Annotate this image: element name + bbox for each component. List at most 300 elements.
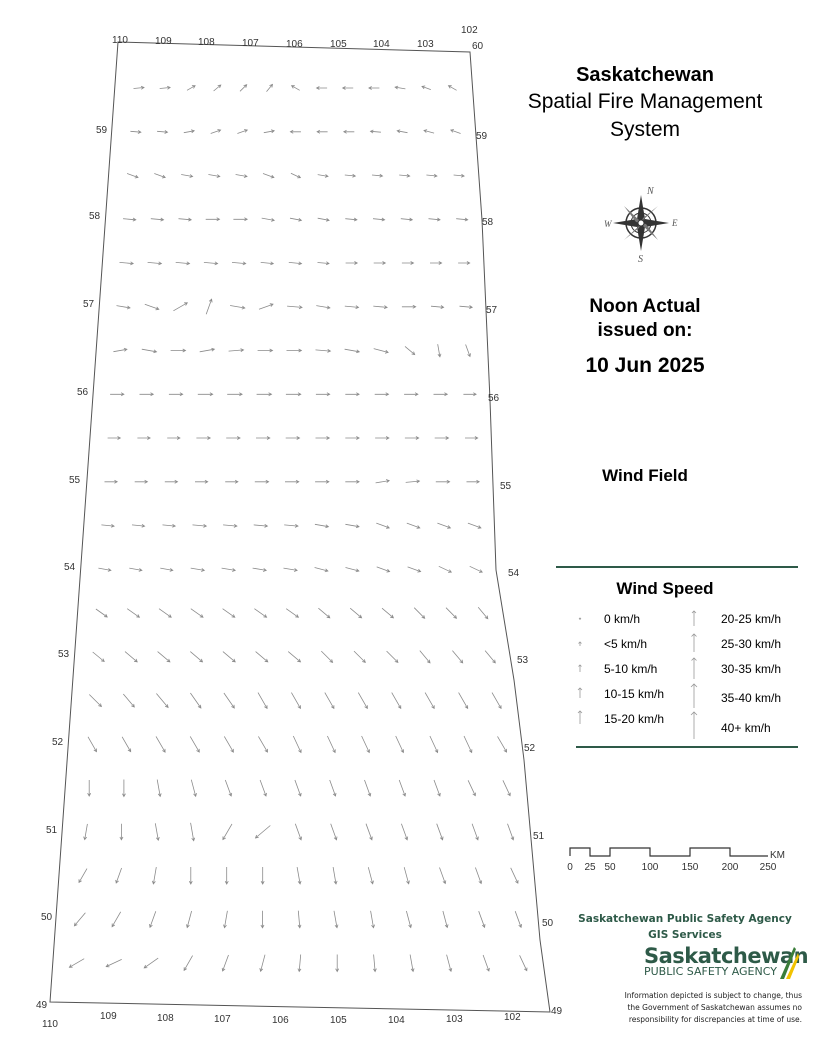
bottom-longitude-label: 104 <box>388 1015 405 1026</box>
issued-label: issued on: <box>597 320 693 341</box>
wind-arrow-icon <box>264 130 274 133</box>
top-longitude-label: 106 <box>286 39 303 50</box>
wind-arrow-icon <box>435 437 449 440</box>
wind-arrow-icon <box>345 524 359 527</box>
wind-arrow-icon <box>465 437 478 440</box>
wind-arrow-icon <box>145 304 159 310</box>
wind-arrow-icon <box>375 437 389 440</box>
wind-arrow-icon <box>439 566 452 572</box>
wind-arrow-icon <box>508 824 514 840</box>
wind-arrow-icon <box>346 262 358 265</box>
bottom-longitude-label: 107 <box>214 1014 231 1025</box>
top-longitude-label: 104 <box>373 39 390 50</box>
title-province: Saskatchewan <box>576 64 714 86</box>
wind-arrow-icon <box>150 911 156 927</box>
compass-rose-icon <box>596 185 686 265</box>
wind-arrow-icon <box>316 349 331 352</box>
wind-arrow-icon <box>179 218 192 221</box>
wind-arrow-icon <box>291 173 301 178</box>
wind-arrow-icon <box>206 299 212 314</box>
wind-arrow-icon <box>195 480 208 483</box>
wind-arrow-icon <box>122 737 131 752</box>
legend-title: Wind Speed <box>616 579 714 598</box>
wind-arrow-icon <box>284 524 298 527</box>
wind-arrow-icon <box>368 867 373 884</box>
right-latitude-label: 60 <box>472 41 484 52</box>
wind-arrow-icon <box>331 824 337 840</box>
right-latitude-label: 56 <box>488 393 500 404</box>
wind-arrow-icon <box>460 306 473 309</box>
wind-arrow-icon <box>261 911 264 928</box>
scale-tick: 0 <box>567 862 573 873</box>
wind-arrow-icon <box>424 130 434 134</box>
wind-arrow-icon <box>181 175 192 178</box>
wind-arrow-icon <box>74 913 85 926</box>
wind-arrow-icon <box>430 736 438 753</box>
wind-arrow-icon <box>422 86 431 90</box>
wind-arrow-icon <box>226 437 240 440</box>
wind-arrow-icon <box>211 130 221 134</box>
wind-arrow-icon <box>230 306 245 310</box>
left-latitude-label: 52 <box>52 737 64 748</box>
scale-tick: 150 <box>681 862 699 873</box>
wind-arrow-icon <box>503 780 510 795</box>
wind-arrow-icon <box>375 393 389 396</box>
wind-arrow-icon <box>298 955 301 972</box>
wind-arrow-icon <box>157 780 161 797</box>
top-longitude-label: 102 <box>461 25 478 36</box>
wind-arrow-icon <box>110 393 124 396</box>
wind-arrow-icon <box>108 437 121 440</box>
bottom-longitude-label: 105 <box>330 1015 347 1026</box>
wind-arrow-icon <box>458 262 470 265</box>
issued-date: 10 Jun 2025 <box>585 354 705 377</box>
wind-vectors <box>69 84 527 971</box>
left-latitude-label: 56 <box>77 387 89 398</box>
wind-arrow-icon <box>408 567 421 572</box>
left-latitude-label: 54 <box>64 562 76 573</box>
wind-arrow-icon <box>402 305 416 308</box>
wind-arrow-icon <box>261 867 264 884</box>
wind-arrow-icon <box>84 824 88 840</box>
legend-label: 35-40 km/h <box>721 691 782 705</box>
wind-arrow-icon <box>468 523 481 528</box>
wind-arrow-icon <box>88 780 91 796</box>
scale-tick: 200 <box>721 862 739 873</box>
right-latitude-label: 50 <box>542 918 554 929</box>
wind-arrow-icon <box>259 304 273 310</box>
wind-arrow-icon <box>123 694 134 707</box>
wind-arrow-icon <box>225 480 238 483</box>
wind-arrow-icon <box>222 955 228 971</box>
wind-arrow-icon <box>286 437 300 440</box>
legend-bottom-rule <box>576 746 798 748</box>
wind-arrow-icon <box>334 911 338 928</box>
wind-arrow-icon <box>354 651 365 662</box>
wind-arrow-icon <box>429 218 441 221</box>
wind-arrow-icon <box>123 218 136 221</box>
wind-arrow-icon <box>225 867 228 884</box>
wind-arrow-icon <box>325 693 334 709</box>
wind-arrow-icon <box>437 824 443 840</box>
bottom-longitude-label: 102 <box>504 1012 521 1023</box>
wind-arrow-icon <box>396 736 404 753</box>
left-latitude-label: 57 <box>83 299 95 310</box>
wind-arrow-icon <box>151 218 164 221</box>
wind-arrow-icon <box>315 524 329 527</box>
wind-arrow-icon <box>318 262 330 265</box>
wind-arrow-icon <box>191 780 196 797</box>
wind-arrow-icon <box>232 262 246 265</box>
wind-arrow-icon <box>191 568 205 571</box>
top-longitude-label: 109 <box>155 36 172 47</box>
wind-arrow-icon <box>377 567 390 572</box>
wind-arrow-icon <box>120 824 123 840</box>
wind-arrow-icon <box>315 480 329 483</box>
compass-west-label: W <box>604 219 612 229</box>
wind-arrow-icon <box>478 607 488 618</box>
wind-arrow-icon <box>434 780 440 796</box>
wind-arrow-icon <box>440 868 446 884</box>
wind-arrow-icon <box>267 84 273 91</box>
scale-bar <box>562 842 792 876</box>
compass-north-label: N <box>647 186 654 197</box>
disclaimer <box>590 990 802 1026</box>
wind-arrow-icon <box>346 568 359 572</box>
wind-arrow-icon <box>345 174 356 177</box>
wind-arrow-icon <box>479 911 485 927</box>
wind-arrow-icon <box>404 393 418 396</box>
wind-arrow-icon <box>470 566 483 572</box>
wind-arrow-icon <box>158 652 170 662</box>
wind-arrow-icon <box>466 345 471 357</box>
left-latitude-label: 58 <box>89 211 101 222</box>
wind-arrow-icon <box>472 824 478 840</box>
wind-arrow-icon <box>298 911 301 928</box>
wind-arrow-icon <box>229 349 244 352</box>
wind-arrow-icon <box>437 523 450 528</box>
wind-arrow-icon <box>297 867 301 884</box>
wind-arrow-icon <box>371 911 375 928</box>
wind-arrow-icon <box>371 130 381 133</box>
wind-arrow-icon <box>511 868 518 883</box>
wind-arrow-icon <box>223 824 232 840</box>
wind-arrow-icon <box>189 867 192 884</box>
wind-arrow-icon <box>406 911 411 928</box>
wind-arrow-icon <box>316 306 330 309</box>
wind-arrow-icon <box>295 780 301 796</box>
wind-arrow-icon <box>260 955 265 972</box>
wind-arrow-icon <box>173 303 187 311</box>
wind-arrow-icon <box>157 130 167 133</box>
agency-department: GIS Services <box>648 929 722 941</box>
right-latitude-label: 51 <box>533 831 545 842</box>
bottom-longitude-label: 109 <box>100 1011 117 1022</box>
left-latitude-label: 51 <box>46 825 58 836</box>
wind-arrow-icon <box>456 218 468 221</box>
wind-arrow-icon <box>475 868 481 884</box>
legend-label: <5 km/h <box>604 637 648 651</box>
wind-arrow-icon <box>407 523 420 528</box>
wind-arrow-icon <box>373 955 376 972</box>
wind-arrow-icon <box>154 174 165 179</box>
wind-arrow-icon <box>315 568 328 572</box>
wind-arrow-icon <box>258 736 267 752</box>
wind-arrow-icon <box>96 609 107 617</box>
wind-arrow-icon <box>376 523 389 528</box>
wind-arrow-icon <box>200 348 215 352</box>
wind-arrow-icon <box>214 85 221 91</box>
logo-subtitle: PUBLIC SAFETY AGENCY <box>644 965 777 978</box>
wind-arrow-icon <box>350 608 361 618</box>
wind-arrow-icon <box>224 693 234 708</box>
wind-arrow-icon <box>152 867 156 884</box>
wind-arrow-icon <box>392 693 401 709</box>
scale-tick: 50 <box>604 862 616 873</box>
wind-arrow-icon <box>492 693 501 709</box>
wind-arrow-icon <box>345 349 360 353</box>
top-longitude-label: 110 <box>112 35 128 46</box>
wind-arrow-icon <box>321 651 332 662</box>
scale-unit: KM <box>770 850 785 861</box>
wheat-logo-icon <box>776 943 800 981</box>
wind-arrow-icon <box>358 693 367 709</box>
wind-arrow-icon <box>193 524 207 527</box>
right-latitude-label: 55 <box>500 481 512 492</box>
wind-arrow-icon <box>402 262 414 265</box>
wind-arrow-icon <box>258 693 267 709</box>
wind-arrow-icon <box>395 86 405 89</box>
wind-arrow-icon <box>223 609 235 618</box>
wind-arrow-icon <box>345 437 359 440</box>
wind-arrow-icon <box>399 780 405 796</box>
wind-arrow-icon <box>446 608 457 619</box>
wind-arrow-icon <box>343 87 354 90</box>
wind-arrow-icon <box>345 218 357 221</box>
wind-arrow-icon <box>171 349 186 352</box>
wind-arrow-icon <box>236 175 247 178</box>
wind-arrow-icon <box>191 823 195 841</box>
wind-arrow-icon <box>374 262 386 265</box>
wind-arrow-icon <box>257 393 272 396</box>
wind-arrow-icon <box>405 346 415 354</box>
wind-arrow-icon <box>156 736 165 752</box>
wind-arrow-icon <box>317 130 328 133</box>
wind-arrow-icon <box>333 867 337 884</box>
wind-arrow-icon <box>169 393 183 396</box>
wind-arrow-icon <box>117 306 131 309</box>
wind-arrow-icon <box>365 780 371 796</box>
wind-arrow-icon <box>261 262 274 265</box>
legend-label: 40+ km/h <box>721 721 771 735</box>
right-latitude-label: 54 <box>508 568 520 579</box>
right-latitude-label: 57 <box>486 305 498 316</box>
bottom-longitude-label: 106 <box>272 1015 289 1026</box>
issued-type: Noon Actual <box>589 296 701 317</box>
wind-arrow-icon <box>106 959 122 966</box>
wind-arrow-icon <box>292 86 300 91</box>
wind-arrow-icon <box>93 652 105 662</box>
wind-arrow-icon <box>318 608 329 618</box>
wind-arrow-icon <box>148 262 162 265</box>
wind-arrow-icon <box>376 480 390 483</box>
wind-arrow-icon <box>187 86 195 91</box>
scale-tick: 250 <box>759 862 777 873</box>
wind-arrow-icon <box>160 86 170 89</box>
right-latitude-label: 52 <box>524 743 536 754</box>
wind-arrow-icon <box>468 780 475 795</box>
wind-arrow-icon <box>184 956 193 971</box>
left-latitude-label: 50 <box>41 912 53 923</box>
wind-arrow-icon <box>101 524 114 527</box>
wind-arrow-icon <box>160 568 173 571</box>
legend-label: 5-10 km/h <box>604 662 658 676</box>
wind-arrow-icon <box>449 86 457 91</box>
wind-arrow-icon <box>204 262 218 265</box>
wind-arrow-icon <box>191 609 203 618</box>
wind-arrow-icon <box>190 693 201 708</box>
wind-arrow-icon <box>116 868 122 883</box>
wind-arrow-icon <box>404 867 409 884</box>
wind-arrow-icon <box>286 609 298 618</box>
wind-arrow-icon <box>425 693 434 709</box>
wind-arrow-icon <box>167 437 180 440</box>
wind-arrow-icon <box>144 958 158 968</box>
wind-arrow-icon <box>112 912 121 927</box>
wind-arrow-icon <box>69 959 84 968</box>
wind-arrow-icon <box>120 262 134 265</box>
wind-arrow-icon <box>454 174 465 177</box>
left-latitude-label: 53 <box>58 649 70 660</box>
wind-arrow-icon <box>262 218 275 221</box>
wind-arrow-icon <box>520 955 527 970</box>
wind-arrow-icon <box>79 869 87 883</box>
wind-arrow-icon <box>127 609 139 618</box>
wind-arrow-icon <box>256 826 271 839</box>
wind-arrow-icon <box>227 393 242 396</box>
wind-arrow-icon <box>187 911 192 928</box>
legend-label: 30-35 km/h <box>721 662 782 676</box>
wind-arrow-icon <box>366 824 372 840</box>
wind-arrow-icon <box>286 393 301 396</box>
wind-arrow-icon <box>362 736 370 753</box>
wind-arrow-icon <box>459 693 468 709</box>
wind-arrow-icon <box>122 780 125 797</box>
wind-arrow-icon <box>290 218 301 221</box>
right-latitude-label: 59 <box>476 131 488 142</box>
wind-arrow-icon <box>420 651 430 663</box>
wind-arrow-icon <box>190 736 199 752</box>
wind-arrow-icon <box>287 349 302 352</box>
wind-arrow-icon <box>190 652 202 662</box>
legend-arrow-icons <box>560 600 710 745</box>
wind-arrow-icon <box>287 306 302 309</box>
wind-arrow-icon <box>387 651 398 662</box>
legend-label: 20-25 km/h <box>721 612 782 626</box>
wind-arrow-icon <box>223 652 235 662</box>
wind-arrow-icon <box>240 85 247 92</box>
wind-arrow-icon <box>129 568 142 571</box>
wind-arrow-icon <box>289 262 302 265</box>
wind-arrow-icon <box>237 130 247 134</box>
wind-arrow-icon <box>438 344 441 357</box>
wind-arrow-icon <box>225 780 231 796</box>
wind-arrow-icon <box>254 524 268 527</box>
map-subtitle: Wind Field <box>602 466 688 485</box>
wind-arrow-icon <box>318 174 328 177</box>
wind-arrow-icon <box>327 736 335 753</box>
legend-label: 25-30 km/h <box>721 637 782 651</box>
wind-arrow-icon <box>430 262 442 265</box>
wind-arrow-icon <box>426 174 437 177</box>
wind-arrow-icon <box>374 349 388 354</box>
wind-arrow-icon <box>159 609 171 618</box>
disclaimer-line: responsibility for discrepancies at time of use. <box>628 1015 802 1024</box>
wind-arrow-icon <box>105 480 118 483</box>
left-latitude-label: 59 <box>96 125 108 136</box>
wind-arrow-icon <box>256 437 270 440</box>
wind-arrow-icon <box>291 693 300 709</box>
wind-arrow-icon <box>318 218 329 221</box>
bottom-longitude-label: 103 <box>446 1014 463 1025</box>
logo-wordmark: Saskatchewan <box>644 944 809 968</box>
wind-arrow-icon <box>452 651 462 663</box>
wind-arrow-icon <box>399 174 410 177</box>
wind-arrow-icon <box>184 130 194 133</box>
wind-arrow-icon <box>345 306 359 309</box>
wind-arrow-icon <box>127 174 138 179</box>
legend-top-rule <box>556 566 798 568</box>
wind-arrow-icon <box>467 480 480 483</box>
top-longitude-label: 108 <box>198 37 215 48</box>
right-latitude-label: 49 <box>551 1006 563 1017</box>
disclaimer-line: the Government of Saskatchewan assumes no <box>627 1003 802 1012</box>
wind-arrow-icon <box>134 86 145 89</box>
disclaimer-line: Information depicted is subject to change, thus <box>624 991 802 1000</box>
wind-arrow-icon <box>260 780 266 796</box>
wind-arrow-icon <box>198 393 213 396</box>
wind-arrow-icon <box>345 480 359 483</box>
wind-arrow-icon <box>344 130 355 133</box>
wind-arrow-icon <box>285 480 299 483</box>
top-longitude-label: 105 <box>330 39 347 50</box>
wind-arrow-icon <box>256 652 268 662</box>
wind-arrow-icon <box>224 736 233 752</box>
wind-arrow-icon <box>132 524 145 527</box>
wind-arrow-icon <box>406 480 420 483</box>
wind-arrow-icon <box>443 911 448 928</box>
wind-arrow-icon <box>464 736 472 753</box>
title-system-line2: System <box>609 118 680 141</box>
wind-arrow-icon <box>263 174 274 179</box>
legend-label: 10-15 km/h <box>604 687 665 701</box>
left-latitude-label: 49 <box>36 1000 48 1011</box>
top-longitude-label: 103 <box>417 39 434 50</box>
wind-arrow-icon <box>414 608 425 619</box>
wind-arrow-icon <box>316 437 330 440</box>
wind-arrow-icon <box>369 87 380 90</box>
bottom-longitude-label: 108 <box>157 1013 174 1024</box>
compass-east-label: E <box>672 218 678 228</box>
wind-arrow-icon <box>156 694 168 708</box>
wind-arrow-icon <box>176 262 190 265</box>
wind-arrow-icon <box>125 652 137 662</box>
wind-arrow-icon <box>142 349 157 353</box>
wind-arrow-icon <box>293 736 301 753</box>
wind-arrow-icon <box>316 393 330 396</box>
legend-label: 0 km/h <box>604 612 641 626</box>
wind-arrow-icon <box>255 480 269 483</box>
